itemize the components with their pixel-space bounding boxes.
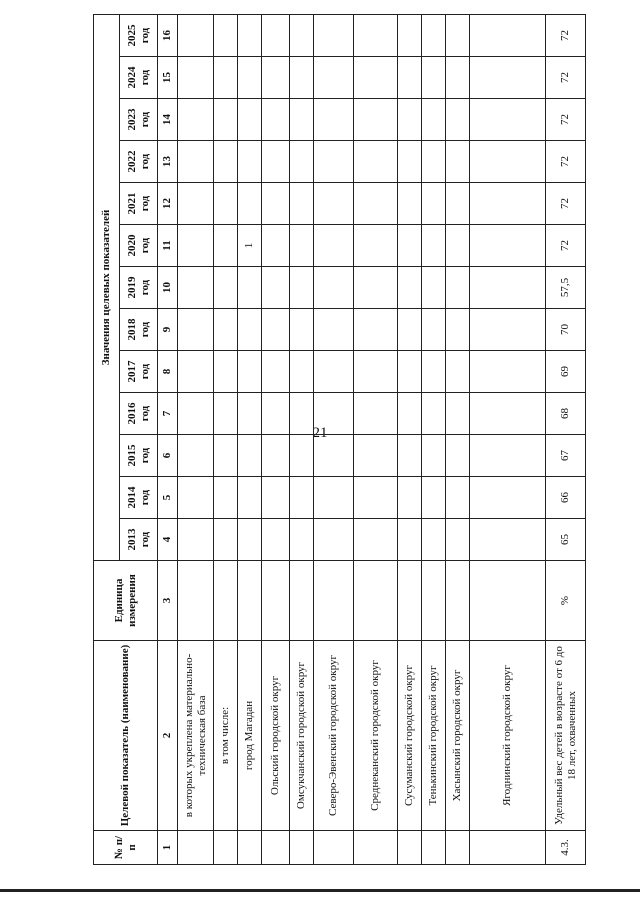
indicator-name: Омсукчанский городской округ bbox=[290, 641, 314, 831]
table-row bbox=[178, 14, 214, 864]
unit-cell bbox=[214, 561, 238, 641]
row-number bbox=[238, 831, 262, 865]
value-cell bbox=[290, 14, 314, 56]
value-cell bbox=[354, 57, 398, 99]
table-row bbox=[290, 14, 314, 864]
value-cell bbox=[214, 309, 238, 351]
value-cell bbox=[446, 351, 470, 393]
table-row bbox=[238, 14, 262, 864]
value-cell bbox=[398, 477, 422, 519]
table-row bbox=[314, 14, 354, 864]
column-number: 4 bbox=[158, 519, 178, 561]
bottom-rule bbox=[0, 889, 640, 892]
value-cell bbox=[314, 57, 354, 99]
value-cell bbox=[238, 141, 262, 183]
header-year: 2019 год bbox=[120, 267, 158, 309]
value-cell bbox=[470, 141, 546, 183]
value-cell bbox=[422, 519, 446, 561]
header-year: 2024 год bbox=[120, 57, 158, 99]
value-cell bbox=[354, 477, 398, 519]
value-cell bbox=[470, 225, 546, 267]
value-cell bbox=[214, 14, 238, 56]
value-cell: 1 bbox=[238, 225, 262, 267]
value-cell bbox=[214, 183, 238, 225]
indicator-name: в том числе: bbox=[214, 641, 238, 831]
table-row bbox=[546, 14, 586, 864]
header-year: 2020 год bbox=[120, 225, 158, 267]
unit-cell bbox=[446, 561, 470, 641]
value-cell bbox=[398, 14, 422, 56]
value-cell bbox=[178, 393, 214, 435]
value-cell bbox=[262, 351, 290, 393]
value-cell bbox=[262, 519, 290, 561]
value-cell bbox=[314, 519, 354, 561]
header-year: 2022 год bbox=[120, 141, 158, 183]
value-cell bbox=[470, 99, 546, 141]
indicator-name: Ягоднинский городской округ bbox=[470, 641, 546, 831]
value-cell bbox=[354, 267, 398, 309]
unit-cell bbox=[398, 561, 422, 641]
value-cell bbox=[422, 351, 446, 393]
indicator-name: Северо-Эвенский городской округ bbox=[314, 641, 354, 831]
value-cell bbox=[446, 477, 470, 519]
value-cell bbox=[398, 519, 422, 561]
value-cell bbox=[470, 57, 546, 99]
column-number: 1 bbox=[158, 831, 178, 865]
value-cell: 69 bbox=[546, 351, 586, 393]
unit-cell bbox=[290, 561, 314, 641]
column-number: 12 bbox=[158, 183, 178, 225]
header-unit: Единица измерения bbox=[94, 561, 158, 641]
value-cell bbox=[178, 351, 214, 393]
header-year: 2025 год bbox=[120, 14, 158, 56]
value-cell bbox=[262, 225, 290, 267]
value-cell: 72 bbox=[546, 183, 586, 225]
value-cell bbox=[214, 267, 238, 309]
column-number: 15 bbox=[158, 57, 178, 99]
indicator-name: Тенькинский городской округ bbox=[422, 641, 446, 831]
row-number bbox=[446, 831, 470, 865]
value-cell bbox=[446, 309, 470, 351]
value-cell bbox=[398, 99, 422, 141]
value-cell bbox=[214, 435, 238, 477]
value-cell bbox=[398, 351, 422, 393]
indicator-name: Среднеканский городской округ bbox=[354, 641, 398, 831]
value-cell bbox=[290, 309, 314, 351]
value-cell bbox=[290, 351, 314, 393]
value-cell bbox=[290, 225, 314, 267]
value-cell bbox=[214, 141, 238, 183]
value-cell bbox=[214, 477, 238, 519]
value-cell bbox=[398, 141, 422, 183]
indicator-name: Удельный вес детей в возрасте от 6 до 18 лет, охваченных bbox=[546, 641, 586, 831]
column-number: 5 bbox=[158, 477, 178, 519]
value-cell bbox=[238, 477, 262, 519]
value-cell bbox=[290, 183, 314, 225]
table-row bbox=[214, 14, 238, 864]
value-cell: 57,5 bbox=[546, 267, 586, 309]
value-cell bbox=[262, 435, 290, 477]
value-cell bbox=[314, 14, 354, 56]
value-cell bbox=[262, 14, 290, 56]
value-cell bbox=[422, 225, 446, 267]
column-number: 16 bbox=[158, 14, 178, 56]
value-cell bbox=[446, 393, 470, 435]
header-year: 2023 год bbox=[120, 99, 158, 141]
unit-cell bbox=[314, 561, 354, 641]
header-year: 2018 год bbox=[120, 309, 158, 351]
row-number bbox=[398, 831, 422, 865]
value-cell bbox=[238, 183, 262, 225]
column-number: 6 bbox=[158, 435, 178, 477]
row-number bbox=[214, 831, 238, 865]
value-cell bbox=[262, 141, 290, 183]
value-cell bbox=[398, 435, 422, 477]
header-indicator: Целевой показатель (наименование) bbox=[94, 641, 158, 831]
indicator-name: Хасынский городской округ bbox=[446, 641, 470, 831]
value-cell bbox=[178, 225, 214, 267]
value-cell bbox=[238, 309, 262, 351]
table-row bbox=[446, 14, 470, 864]
value-cell: 68 bbox=[546, 393, 586, 435]
unit-cell bbox=[422, 561, 446, 641]
unit-cell bbox=[470, 561, 546, 641]
value-cell bbox=[314, 477, 354, 519]
row-number bbox=[290, 831, 314, 865]
value-cell bbox=[446, 183, 470, 225]
header-year: 2013 год bbox=[120, 519, 158, 561]
value-cell bbox=[314, 225, 354, 267]
header-year: 2021 год bbox=[120, 183, 158, 225]
value-cell bbox=[178, 309, 214, 351]
value-cell bbox=[354, 225, 398, 267]
value-cell bbox=[314, 435, 354, 477]
row-number bbox=[314, 831, 354, 865]
value-cell: 70 bbox=[546, 309, 586, 351]
value-cell bbox=[314, 267, 354, 309]
value-cell bbox=[470, 435, 546, 477]
value-cell bbox=[398, 309, 422, 351]
value-cell bbox=[290, 393, 314, 435]
value-cell bbox=[422, 57, 446, 99]
column-number: 10 bbox=[158, 267, 178, 309]
value-cell bbox=[214, 519, 238, 561]
value-cell bbox=[262, 267, 290, 309]
value-cell bbox=[214, 225, 238, 267]
value-cell bbox=[178, 99, 214, 141]
value-cell bbox=[178, 435, 214, 477]
value-cell bbox=[214, 99, 238, 141]
value-cell: 67 bbox=[546, 435, 586, 477]
value-cell bbox=[178, 519, 214, 561]
row-number: 4.3. bbox=[546, 831, 586, 865]
value-cell bbox=[422, 477, 446, 519]
row-number bbox=[178, 831, 214, 865]
value-cell bbox=[422, 14, 446, 56]
value-cell bbox=[314, 309, 354, 351]
value-cell bbox=[178, 183, 214, 225]
value-cell bbox=[446, 435, 470, 477]
header-values-group: Значения целевых показателей bbox=[94, 14, 120, 560]
value-cell bbox=[354, 393, 398, 435]
value-cell bbox=[238, 99, 262, 141]
row-number bbox=[470, 831, 546, 865]
value-cell bbox=[262, 477, 290, 519]
rotated-table-container bbox=[93, 15, 578, 865]
target-indicators-table bbox=[93, 14, 586, 865]
value-cell bbox=[178, 141, 214, 183]
value-cell bbox=[178, 477, 214, 519]
column-number: 9 bbox=[158, 309, 178, 351]
value-cell bbox=[354, 99, 398, 141]
value-cell bbox=[354, 309, 398, 351]
value-cell: 72 bbox=[546, 225, 586, 267]
value-cell bbox=[422, 267, 446, 309]
value-cell bbox=[238, 351, 262, 393]
indicator-name: город Магадан bbox=[238, 641, 262, 831]
column-number: 8 bbox=[158, 351, 178, 393]
value-cell bbox=[262, 99, 290, 141]
value-cell bbox=[398, 183, 422, 225]
value-cell bbox=[470, 477, 546, 519]
value-cell bbox=[354, 351, 398, 393]
value-cell bbox=[470, 183, 546, 225]
value-cell bbox=[262, 393, 290, 435]
value-cell: 72 bbox=[546, 141, 586, 183]
value-cell bbox=[354, 519, 398, 561]
value-cell bbox=[446, 57, 470, 99]
value-cell bbox=[354, 435, 398, 477]
value-cell bbox=[178, 57, 214, 99]
value-cell bbox=[238, 57, 262, 99]
value-cell bbox=[290, 99, 314, 141]
value-cell bbox=[422, 141, 446, 183]
value-cell bbox=[214, 393, 238, 435]
value-cell: 72 bbox=[546, 57, 586, 99]
value-cell bbox=[214, 57, 238, 99]
table-row bbox=[354, 14, 398, 864]
value-cell bbox=[470, 393, 546, 435]
value-cell bbox=[354, 183, 398, 225]
indicator-name: Ольский городской округ bbox=[262, 641, 290, 831]
table-row bbox=[470, 14, 546, 864]
value-cell bbox=[446, 225, 470, 267]
unit-cell bbox=[354, 561, 398, 641]
column-number: 11 bbox=[158, 225, 178, 267]
unit-cell bbox=[238, 561, 262, 641]
value-cell bbox=[398, 267, 422, 309]
value-cell bbox=[290, 57, 314, 99]
column-number: 13 bbox=[158, 141, 178, 183]
value-cell bbox=[446, 141, 470, 183]
header-no: № п/п bbox=[94, 831, 158, 865]
row-number bbox=[422, 831, 446, 865]
value-cell bbox=[446, 99, 470, 141]
value-cell bbox=[422, 99, 446, 141]
value-cell bbox=[178, 14, 214, 56]
value-cell bbox=[178, 267, 214, 309]
value-cell bbox=[470, 519, 546, 561]
value-cell bbox=[314, 141, 354, 183]
value-cell bbox=[314, 99, 354, 141]
value-cell bbox=[290, 141, 314, 183]
value-cell: 72 bbox=[546, 99, 586, 141]
value-cell bbox=[238, 435, 262, 477]
value-cell bbox=[422, 183, 446, 225]
value-cell bbox=[422, 435, 446, 477]
value-cell: 65 bbox=[546, 519, 586, 561]
value-cell bbox=[290, 435, 314, 477]
value-cell bbox=[314, 183, 354, 225]
value-cell: 72 bbox=[546, 14, 586, 56]
value-cell bbox=[398, 57, 422, 99]
value-cell bbox=[238, 267, 262, 309]
value-cell bbox=[262, 309, 290, 351]
value-cell bbox=[398, 225, 422, 267]
row-number bbox=[262, 831, 290, 865]
value-cell bbox=[354, 141, 398, 183]
value-cell bbox=[354, 14, 398, 56]
header-year: 2014 год bbox=[120, 477, 158, 519]
value-cell bbox=[314, 393, 354, 435]
unit-cell bbox=[178, 561, 214, 641]
value-cell bbox=[314, 351, 354, 393]
value-cell bbox=[470, 351, 546, 393]
column-number: 3 bbox=[158, 561, 178, 641]
value-cell bbox=[238, 393, 262, 435]
unit-cell: % bbox=[546, 561, 586, 641]
table-row bbox=[422, 14, 446, 864]
header-year: 2016 год bbox=[120, 393, 158, 435]
header-year: 2015 год bbox=[120, 435, 158, 477]
unit-cell bbox=[262, 561, 290, 641]
column-number: 2 bbox=[158, 641, 178, 831]
value-cell bbox=[470, 309, 546, 351]
value-cell bbox=[470, 14, 546, 56]
value-cell bbox=[470, 267, 546, 309]
value-cell bbox=[262, 57, 290, 99]
table-row bbox=[262, 14, 290, 864]
value-cell bbox=[214, 351, 238, 393]
value-cell bbox=[290, 477, 314, 519]
value-cell bbox=[446, 14, 470, 56]
value-cell bbox=[238, 14, 262, 56]
value-cell bbox=[290, 519, 314, 561]
indicator-name: Сусуманский городской округ bbox=[398, 641, 422, 831]
header-year: 2017 год bbox=[120, 351, 158, 393]
row-number bbox=[354, 831, 398, 865]
value-cell bbox=[262, 183, 290, 225]
value-cell: 66 bbox=[546, 477, 586, 519]
table-row bbox=[398, 14, 422, 864]
indicator-name: в которых укреплена материально-техническая база bbox=[178, 641, 214, 831]
value-cell bbox=[290, 267, 314, 309]
value-cell bbox=[238, 519, 262, 561]
column-number: 14 bbox=[158, 99, 178, 141]
page-number: 21 bbox=[312, 425, 328, 441]
value-cell bbox=[422, 309, 446, 351]
value-cell bbox=[398, 393, 422, 435]
value-cell bbox=[446, 519, 470, 561]
column-number: 7 bbox=[158, 393, 178, 435]
value-cell bbox=[422, 393, 446, 435]
value-cell bbox=[446, 267, 470, 309]
